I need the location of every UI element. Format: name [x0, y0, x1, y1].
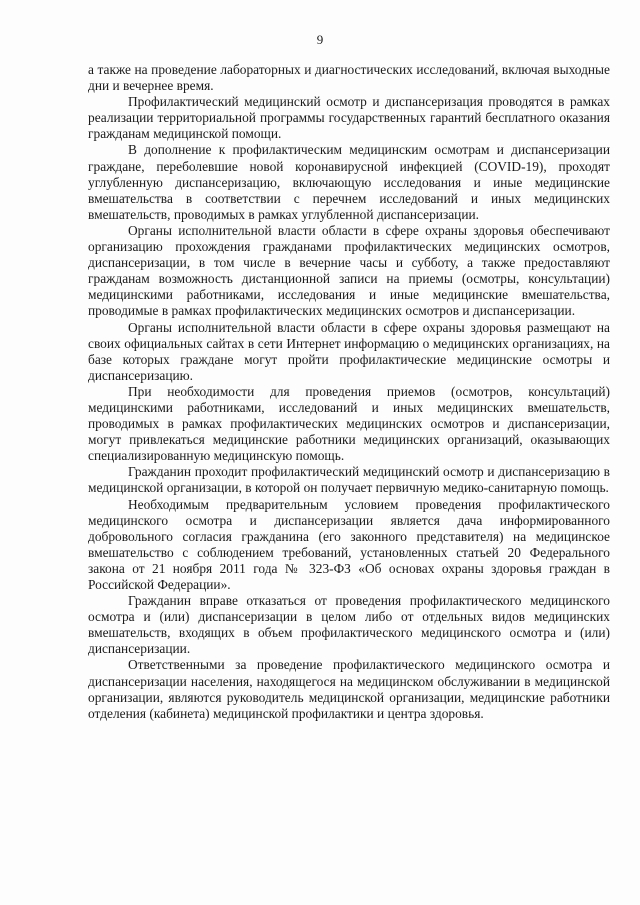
paragraph-1: а также на проведение лабораторных и диагностических исследований, включая выходные дни и вечернее время.: [88, 62, 610, 94]
paragraph-6: При необходимости для проведения приемов (осмотров, консультаций) медицинскими работниками, исследований и иных медицинских вмешательств, проводимых в рамках профилактических медицинских осмотров и диспансеризации, могут привлекаться медицинские работники медицинских организаций, оказывающих специализированную медицинскую помощь.: [88, 383, 610, 464]
paragraph-5: Органы исполнительной власти области в сфере охраны здоровья размещают на своих официальных сайтах в сети Интернет информацию о медицинских организациях, на базе которых граждане могут пройти профилактические медицинские осмотры и диспансеризацию.: [88, 319, 610, 383]
paragraph-10: Ответственными за проведение профилактического медицинского осмотра и диспансеризации населения, находящегося на медицинском обслуживании в медицинской организации, являются руководитель медицинской организации, медицинские работники отделения (кабинета) медицинской профилактики и центра здоровья.: [88, 657, 610, 721]
paragraph-3: В дополнение к профилактическим медицинским осмотрам и диспансеризации граждане, переболевшие новой коронавирусной инфекцией (COVID-19), проходят углубленную диспансеризацию, включающую исследования и иные медицинские вмешательства в соответствии с перечнем исследований и иных медицинских вмешательств, проводимых в рамках углубленной диспансеризации.: [88, 142, 610, 222]
paragraph-7: Гражданин проходит профилактический медицинский осмотр и диспансеризацию в медицинской организации, в которой он получает первичную медико-санитарную помощь.: [88, 464, 610, 496]
document-body: [88, 62, 610, 722]
page-number: 9: [316, 32, 324, 47]
paragraph-9: Гражданин вправе отказаться от проведения профилактического медицинского осмотра и (или) диспансеризации в целом либо от отдельных видов медицинских вмешательств, входящих в объем профилактического медицинского осмотра и (или) диспансеризации.: [88, 593, 610, 657]
paragraph-8: Необходимым предварительным условием проведения профилактического медицинского осмотра и диспансеризации является дача информированного добровольного согласия гражданина (его законного представителя) на медицинское вмешательство с соблюдением требований, установленных статьей 20 Федерального закона от 21 ноября 2011 года № 323-ФЗ «Об основах охраны здоровья граждан в Российской Федерации».: [88, 496, 610, 592]
paragraph-4: Органы исполнительной власти области в сфере охраны здоровья обеспечивают организацию прохождения гражданами профилактических медицинских осмотров, диспансеризации, в том числе в вечерние часы и субботу, а также предоставляют гражданам возможность дистанционной записи на приемы (осмотры, консультации) медицинскими работниками, исследования и иные медицинские вмешательства, проводимые в рамках профилактических медицинских осмотров и диспансеризации.: [88, 222, 610, 319]
paragraph-2: Профилактический медицинский осмотр и диспансеризация проводятся в рамках реализации территориальной программы государственных гарантий бесплатного оказания гражданам медицинской помощи.: [88, 94, 610, 142]
